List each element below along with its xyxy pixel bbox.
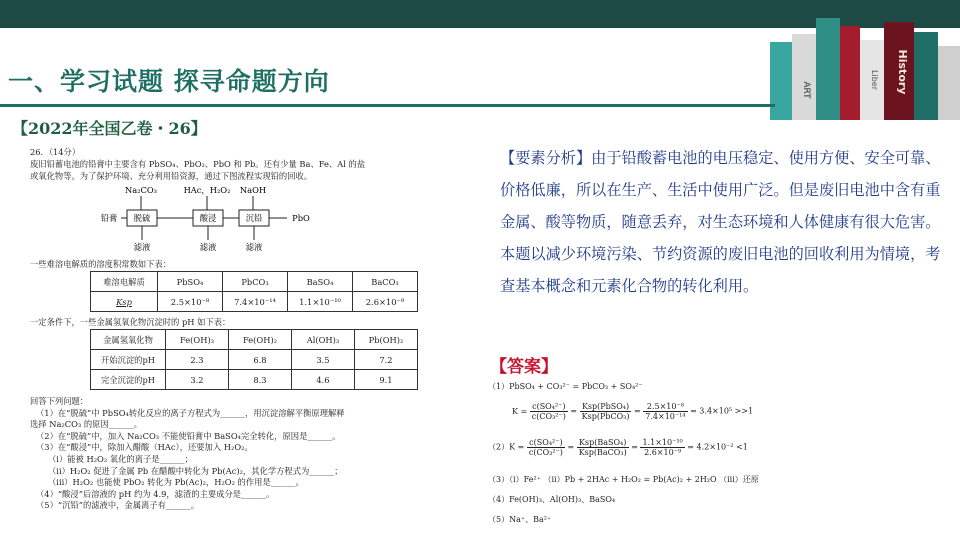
subquestion-line: 选择 Na₂CO₃ 的原因______。 [30,419,142,430]
fraction [527,438,565,457]
page-title: 一、学习试题 探寻命题方向 [8,67,330,96]
subquestion-line: （5）“沉铅”的滤液中，金属离子有______。 [36,500,200,511]
table-cell: 2.6×10⁻⁹ [353,292,418,312]
table-cell: 2.5×10⁻⁸ [158,292,223,312]
fraction [580,402,632,421]
denominator: 2.6×10⁻⁹ [644,448,682,457]
table-cell: BaSO₄ [288,272,353,292]
subquestion-line: （3）在“酸浸”中，除加入醋酸（HAc），还要加入 H₂O₂。 [36,442,253,453]
answer-2-label: （2）K = [488,442,525,452]
table-cell: Ksp [91,292,158,312]
subquestion-line: （4）“酸浸”后溶液的 pH 约为 4.9，滤渣的主要成分是______。 [36,488,275,499]
flow-step: 沉铅 [245,213,263,223]
books-decoration-icon [760,10,960,120]
table2-caption-text: 一定条件下，一些金属氢氧化物沉淀时的 pH 如下表： [30,317,231,327]
numerator: 2.5×10⁻⁸ [643,402,687,412]
table1-caption-text: 一些难溶电解质的溶度积常数如下表： [30,259,172,269]
element-analysis [500,142,950,302]
table-cell: BaCO₃ [353,272,418,292]
flow-end: PbO [292,213,310,223]
flow-waste: 滤液 [133,242,151,252]
answer-4: （4）Fe(OH)₃、Al(OH)₃、BaSO₄ [488,495,616,504]
title-underline [0,104,775,107]
table1-caption [30,258,470,270]
table-cell: 4.6 [292,370,355,390]
book-spine-art: ART [801,81,811,99]
question-intro-line: 废旧铅蓄电池的铅膏中主要含有 PbSO₄、PbO₂、PbO 和 Pb。还有少量 Ba、Fe、Al 的盐 [30,159,366,169]
table-cell: 难溶电解质 [91,272,158,292]
table-cell: 8.3 [229,370,292,390]
flow-reagent: Na₂CO₃ [124,185,158,195]
fraction [640,438,684,457]
flow-waste: 滤液 [199,242,217,252]
table-cell: Fe(OH)₂ [229,330,292,350]
flow-reagent: HAc，H₂O₂ [183,185,231,195]
numerator: 1.1×10⁻¹⁰ [642,438,683,447]
question-text [30,146,470,182]
book-spine-liber: Liber [870,70,879,90]
subquestion-line: （i）能被 H₂O₂ 氧化的离子是______； [48,453,193,464]
fraction [577,438,629,457]
subquestion-line: （iii）H₂O₂ 也能使 PbO₂ 转化为 Pb(Ac)₂，H₂O₂ 的作用是______。 [48,477,304,488]
table-cell: 7.4×10⁻¹⁴ [223,292,288,312]
numerator: Ksp(BaSO₄) [577,438,629,448]
table-cell: 6.8 [229,350,292,370]
table-cell: 3.5 [292,350,355,370]
denominator: 7.4×10⁻¹⁴ [645,412,686,421]
flow-waste: 滤液 [245,242,263,252]
table2-caption [30,316,470,328]
subquestion-line: （1）在“脱硫”中 PbSO₄转化反应的离子方程式为______，用沉淀溶解平衡原理解释 [36,407,345,418]
subquestion-line: （2）在“脱硫”中，加入 Na₂CO₃ 不能使铅膏中 BaSO₄完全转化，原因是______。 [36,430,341,441]
flow-start: 铅膏 [100,213,118,223]
question-intro-line: 或氧化物等。为了保护环境、充分利用铅资源，通过下图流程实现铅的回收。 [30,171,313,181]
denominator: c(CO₃²⁻) [528,448,563,457]
subquestions [30,396,470,512]
subquestion-line: 回答下列问题： [30,396,89,406]
denominator: Ksp(PbCO₃) [581,412,630,421]
process-flow-diagram [95,184,325,256]
ksp-table [90,271,418,312]
table-cell: 完全沉淀的pH [91,370,166,390]
table-cell: 9.1 [355,370,418,390]
table-row [91,272,418,292]
source-tag: 【2022年全国乙卷・26】 [12,119,207,138]
table-cell: Fe(OH)₃ [166,330,229,350]
flow-step: 脱硫 [133,213,151,223]
table-cell: Al(OH)₃ [292,330,355,350]
question-header: 26．（14分） [30,147,81,157]
table-cell: 7.2 [355,350,418,370]
fraction [643,402,687,421]
table-row [91,370,418,390]
flow-reagent: NaOH [239,185,267,195]
answer-5: （5）Na⁺、Ba²⁺ [488,515,552,524]
answer-1-equation: （1）PbSO₄ + CO₃²⁻ = PbCO₃ + SO₄²⁻ [488,382,643,391]
table-cell: Pb(OH)₂ [355,330,418,350]
table-cell: PbSO₄ [158,272,223,292]
table-cell: 1.1×10⁻¹⁰ [288,292,353,312]
book-spine-history: History [896,49,909,95]
table-row [91,330,418,350]
fraction [530,402,568,421]
table-cell: 开始沉淀的pH [91,350,166,370]
denominator: c(CO₃²⁻) [531,412,566,421]
numerator: c(SO₄²⁻) [527,438,565,448]
numerator: c(SO₄²⁻) [530,402,568,412]
answer-1-result: = 3.4×10⁵ >>1 [690,406,754,416]
answer-2: （2）K = $\frac{\text{c(SO₄²⁻)}}{\text{c(CO₃²⁻)}}$ = $\frac{\text{Ksp(BaSO₄)}}{\text{Ksp(BaCO₃)}}$ = $\frac{\text{1.1×10⁻¹⁰}}{\text{2.6×10⁻⁹}}$ = 4.2×10⁻² <1 [488,438,748,457]
flow-step: 酸浸 [199,213,217,223]
table-cell: 金属氢氧化物 [91,330,166,350]
subquestion-line: （ii）H₂O₂ 促进了金属 Pb 在醋酸中转化为 Pb(Ac)₂，其化学方程式为______； [48,465,343,476]
analysis-label: 【要素分析】 [500,149,592,167]
table-row [91,350,418,370]
table-cell: 3.2 [166,370,229,390]
table-cell: PbCO₃ [223,272,288,292]
answer-label: 【答案】 [490,357,558,377]
table-row [91,292,418,312]
numerator: Ksp(PbSO₄) [580,402,632,412]
denominator: Ksp(BaCO₃) [578,448,627,457]
answer-2-result: = 4.2×10⁻² <1 [687,442,748,452]
answer-3: （3）（i）Fe²⁺ （ii）Pb + 2HAc + H₂O₂ = Pb(Ac)₂ + 2H₂O （iii）还原 [488,475,759,484]
k-label: K = [512,406,528,416]
analysis-text: 由于铅酸蓄电池的电压稳定、使用方便、安全可靠、价格低廉，所以在生产、生活中使用广泛。但是废旧电池中含有重金属、酸等物质，随意丢弃，对生态环境和人体健康有很大危害。本题以减少环境污染、节约资源的废旧电池的回收利用为情境，考查基本概念和元素化合物的转化利用。 [500,149,941,295]
ph-table [90,329,418,390]
answer-1-k: K = $\frac{\text{c(SO₄²⁻)}}{\text{c(CO₃²⁻)}}$ = $\frac{\text{Ksp(PbSO₄)}}{\text{Ksp(PbCO₃)}}$ = $\frac{\text{2.5×10⁻⁸}}{\text{7.4×10⁻¹⁴}}$ = 3.4×10⁵ >>1 [488,402,753,421]
table-cell: 2.3 [166,350,229,370]
